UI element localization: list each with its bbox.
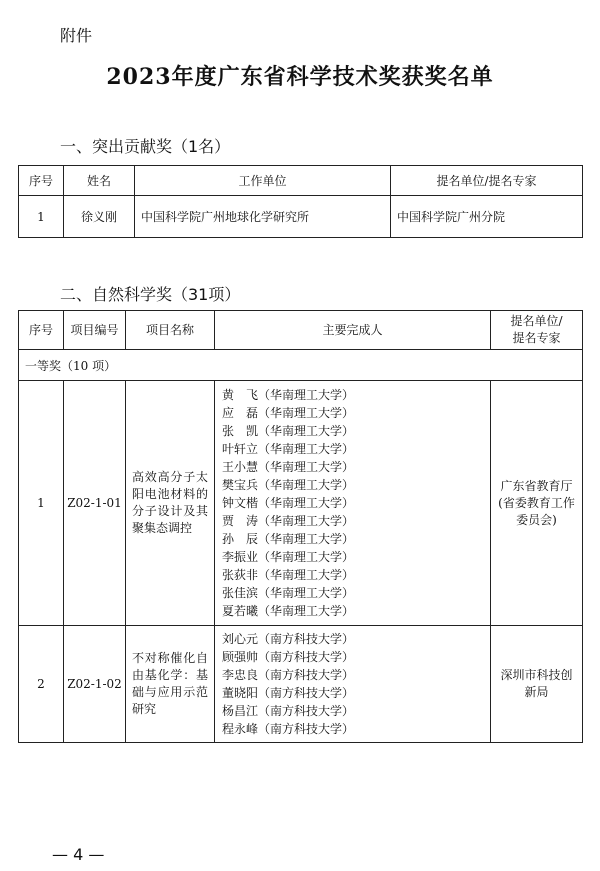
completer: 樊宝兵（华南理工大学） (222, 478, 355, 492)
completer: 张 凯（华南理工大学） (222, 424, 355, 438)
nominator: 深圳市科技创新局 (491, 626, 583, 743)
section2-heading: 二、自然科学奖（31项） (60, 285, 241, 304)
completer: 李振业（华南理工大学） (222, 550, 355, 564)
row-number: 1 (19, 381, 64, 626)
table-row (19, 196, 583, 238)
award-grade-label: 一等奖（10 项） (19, 350, 583, 381)
table-header-row (19, 166, 583, 196)
table-row (19, 626, 583, 743)
completer: 李忠良（南方科技大学） (222, 668, 355, 682)
award-grade-row (19, 350, 583, 381)
work-unit: 中国科学院广州地球化学研究所 (135, 196, 391, 238)
header-cell: 工作单位 (135, 166, 391, 196)
contribution-award-table (18, 165, 583, 238)
row-number: 1 (19, 196, 64, 238)
header-cell: 提名单位/ 提名专家 (491, 311, 583, 350)
completers-list (215, 626, 491, 743)
completer: 程永峰（南方科技大学） (222, 722, 355, 736)
page-title: 2023年度广东省科学技术奖获奖名单 (106, 64, 494, 90)
nominator: 中国科学院广州分院 (391, 196, 583, 238)
completer: 杨昌江（南方科技大学） (222, 704, 355, 718)
completer: 王小慧（华南理工大学） (222, 460, 355, 474)
header-cell: 项目名称 (126, 311, 215, 350)
project-name: 不对称催化自由基化学：基础与应用示范研究 (126, 626, 215, 743)
completer: 黄 飞（华南理工大学） (222, 388, 355, 402)
completer: 张佳滨（华南理工大学） (222, 586, 355, 600)
section1-heading: 一、突出贡献奖（1名） (60, 137, 231, 156)
table-row (19, 381, 583, 626)
completer: 顾强帅（南方科技大学） (222, 650, 355, 664)
completer: 张荻非（华南理工大学） (222, 568, 355, 582)
project-name: 高效高分子太阳电池材料的分子设计及其聚集态调控 (126, 381, 215, 626)
completer: 应 磊（华南理工大学） (222, 406, 355, 420)
nominator: 广东省教育厅(省委教育工作委员会) (491, 381, 583, 626)
header-cell: 主要完成人 (215, 311, 491, 350)
table-header-row (19, 311, 583, 350)
header-cell: 序号 (19, 166, 64, 196)
awardee-name: 徐义刚 (64, 196, 135, 238)
row-number: 2 (19, 626, 64, 743)
completer: 贾 涛（华南理工大学） (222, 514, 355, 528)
completer: 孙 辰（华南理工大学） (222, 532, 355, 546)
header-cell: 项目编号 (64, 311, 126, 350)
attachment-label: 附件 (60, 26, 93, 45)
project-code: Z02-1-01 (64, 381, 126, 626)
completers-list (215, 381, 491, 626)
completer: 夏若曦（华南理工大学） (222, 604, 355, 618)
header-cell: 姓名 (64, 166, 135, 196)
header-cell: 序号 (19, 311, 64, 350)
completer: 董晓阳（南方科技大学） (222, 686, 355, 700)
completer: 刘心元（南方科技大学） (222, 632, 355, 646)
project-code: Z02-1-02 (64, 626, 126, 743)
completer: 叶轩立（华南理工大学） (222, 442, 355, 456)
header-cell: 提名单位/提名专家 (391, 166, 583, 196)
page-number: — 4 — (52, 845, 105, 864)
completer: 钟文楷（华南理工大学） (222, 496, 355, 510)
natural-science-award-table (18, 310, 583, 743)
